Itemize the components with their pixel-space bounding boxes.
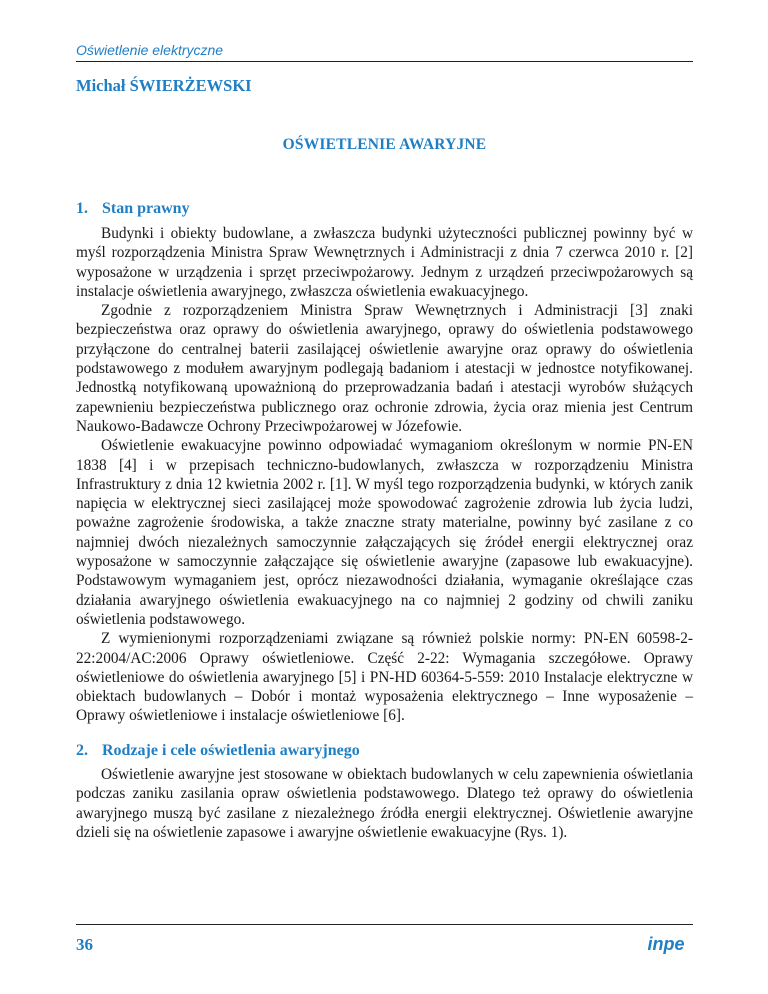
page-number: 36	[76, 935, 93, 954]
running-head: Oświetlenie elektryczne	[76, 42, 224, 58]
footer-rule	[76, 924, 693, 925]
paragraph: Budynki i obiekty budowlane, a zwłaszcza budynki użyteczności publicznej powinny być w myśl rozporządzenia Ministra Spraw Wewnętrznych i Administracji z dnia 7 czerwca 2010 r. [2] wyposażone w urządzenia i sprzęt przeciwpożarowy. Jednym z urządzeń przeciwpożarowych są instalacje oświetlenia awaryjnego, zwłaszcza oświetlenia ewakuacyjnego.	[76, 225, 693, 300]
logo-text: inpe	[647, 934, 685, 954]
section-2-number: 2.	[76, 742, 88, 759]
section-1-heading	[76, 200, 190, 218]
author-name: Michał ŚWIERŻEWSKI	[76, 76, 252, 95]
paragraph: Z wymienionymi rozporządzeniami związane są również polskie normy: PN-EN 60598-2-22:2004/AC:2006 Oprawy oświetleniowe. Część 2-22: Wymagania szczegółowe. Oprawy oświetleniowe do oświetlenia awaryjnego [5] i PN-HD 60364-5-559: 2010 Instalacje elektryczne w obiektach budowlanych – Dobór i montaż wyposażenia elektrycznego – Inne wyposażenie – Oprawy oświetleniowe i instalacje oświetleniowe [6].	[76, 630, 693, 725]
section-1-title: Stan prawny	[102, 200, 190, 217]
paragraph: Zgodnie z rozporządzeniem Ministra Spraw Wewnętrznych i Administracji [3] znaki bezpieczeństwa oraz oprawy do oświetlenia awaryjnego, oprawy do oświetlenia podstawowego przyłączone do centralnej baterii zasilającej oświetlenie awaryjne oraz oprawy do oświetlenia podstawowego z modułem awaryjnym podlegają badaniom i atestacji w jednostce notyfikowanej. Jednostką notyfikowaną upoważnioną do przeprowadzania badań i atestacji wyrobów służących zapewnieniu bezpieczeństwa publicznego oraz ochronie zdrowia, życia oraz mienia jest Centrum Naukowo-Badawcze Ochrony Przeciwpożarowej w Józefowie.	[76, 302, 693, 435]
section-1-number: 1.	[76, 200, 88, 217]
section-2-body	[76, 765, 693, 842]
section-1-body	[76, 224, 693, 726]
article-title: OŚWIETLENIE AWARYJNE	[282, 136, 487, 153]
paragraph: Oświetlenie ewakuacyjne powinno odpowiadać wymaganiom określonym w normie PN-EN 1838 [4] i w przepisach techniczno-budowlanych, zwłaszcza w rozporządzeniu Ministra Infrastruktury z dnia 12 kwietnia 2002 r. [1]. W myśl tego rozporządzenia budynki, w których zanik napięcia w elektrycznej sieci zasilającej może spowodować zagrożenie zdrowia lub życia ludzi, poważne zagrożenie środowiska, a także znaczne straty materialne, powinny być zasilane z co najmniej dwóch niezależnych samoczynnie załączających się źródeł energii elektrycznej oraz wyposażone w samoczynnie załączające się oświetlenie awaryjne (zapasowe lub ewakuacyjne). Podstawowym wymaganiem jest, oprócz niezawodności działania, wymaganie określające czas działania awaryjnego oświetlenia ewakuacyjnego na co najmniej 2 godziny od chwili zaniku oświetlenia podstawowego.	[76, 437, 693, 628]
section-2-heading	[76, 742, 360, 760]
header-rule	[76, 61, 693, 62]
publisher-logo	[640, 934, 692, 954]
paragraph: Oświetlenie awaryjne jest stosowane w obiektach budowlanych w celu zapewnienia oświetlania podczas zaniku zasilania opraw oświetlenia podstawowego. Dlatego też oprawy do oświetlenia awaryjnego muszą być zasilane z niezależnego źródła energii elektrycznej. Oświetlenie awaryjne dzieli się na oświetlenie zapasowe i awaryjne oświetlenie ewakuacyjne (Rys. 1).	[76, 766, 693, 841]
section-2-title: Rodzaje i cele oświetlenia awaryjnego	[102, 742, 360, 759]
